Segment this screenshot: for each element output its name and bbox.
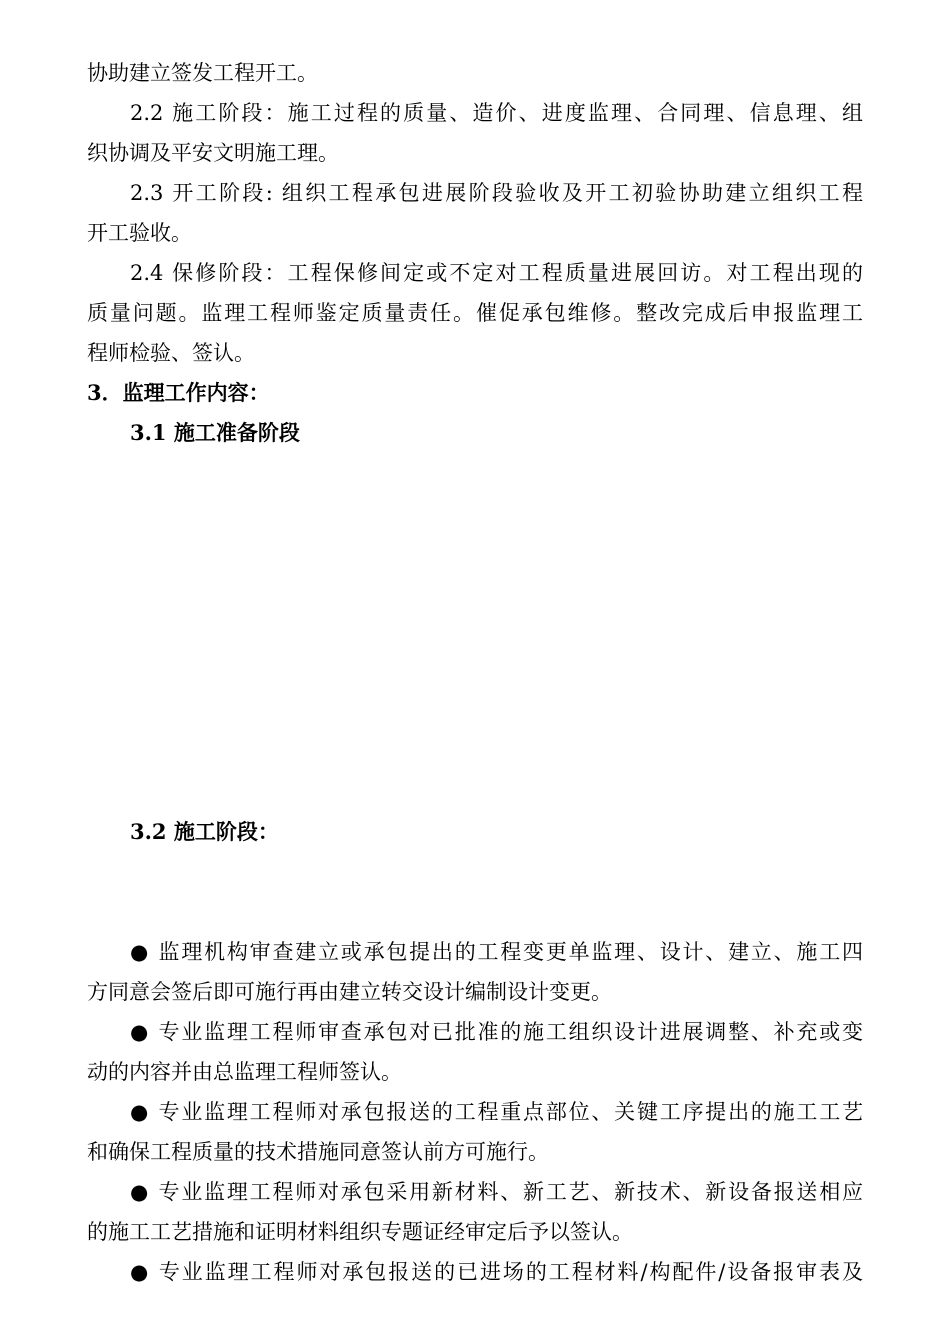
paragraph-line: 2.2 施工阶段：施工过程的质量、造价、进度监理、合同理、信息理、组: [130, 101, 863, 125]
bullet-line: 动的内容并由总监理工程师签认。: [87, 1060, 402, 1084]
subsection-heading: 3.1 施工准备阶段: [130, 420, 300, 445]
paragraph-line: 织协调及平安文明施工理。: [87, 141, 339, 165]
paragraph-line: 开工验收。: [87, 221, 192, 245]
paragraph-line: 程师检验、签认。: [87, 341, 255, 365]
bullet-line: ● 专业监理工程师对承包报送的工程重点部位、关键工序提出的施工工艺: [130, 1100, 863, 1124]
bullet-line: ● 专业监理工程师对承包报送的已进场的工程材料/构配件/设备报审表及: [130, 1260, 863, 1284]
section-heading: 3．监理工作内容：: [87, 380, 270, 405]
paragraph-line: 2.4 保修阶段：工程保修间定或不定对工程质量进展回访。对工程出现的: [130, 261, 863, 285]
bullet-line: ● 专业监理工程师对承包采用新材料、新工艺、新技术、新设备报送相应: [130, 1180, 863, 1204]
bullet-line: 的施工工艺措施和证明材料组织专题证经审定后予以签认。: [87, 1220, 633, 1244]
paragraph-line: 2.3 开工阶段: 组织工程承包进展阶段验收及开工初验协助建立组织工程: [130, 181, 863, 205]
subsection-heading: 3.2 施工阶段：: [130, 819, 279, 844]
paragraph-line: 质量问题。监理工程师鉴定质量责任。催促承包维修。整改完成后申报监理工: [87, 301, 863, 325]
paragraph-line: 协助建立签发工程开工。: [87, 61, 318, 85]
bullet-line: ● 监理机构审查建立或承包提出的工程变更单监理、设计、建立、施工四: [130, 940, 863, 964]
bullet-line: ● 专业监理工程师审查承包对已批准的施工组织设计进展调整、补充或变: [130, 1020, 863, 1044]
bullet-line: 方同意会签后即可施行再由建立转交设计编制设计变更。: [87, 980, 612, 1004]
bullet-line: 和确保工程质量的技术措施同意签认前方可施行。: [87, 1140, 549, 1164]
